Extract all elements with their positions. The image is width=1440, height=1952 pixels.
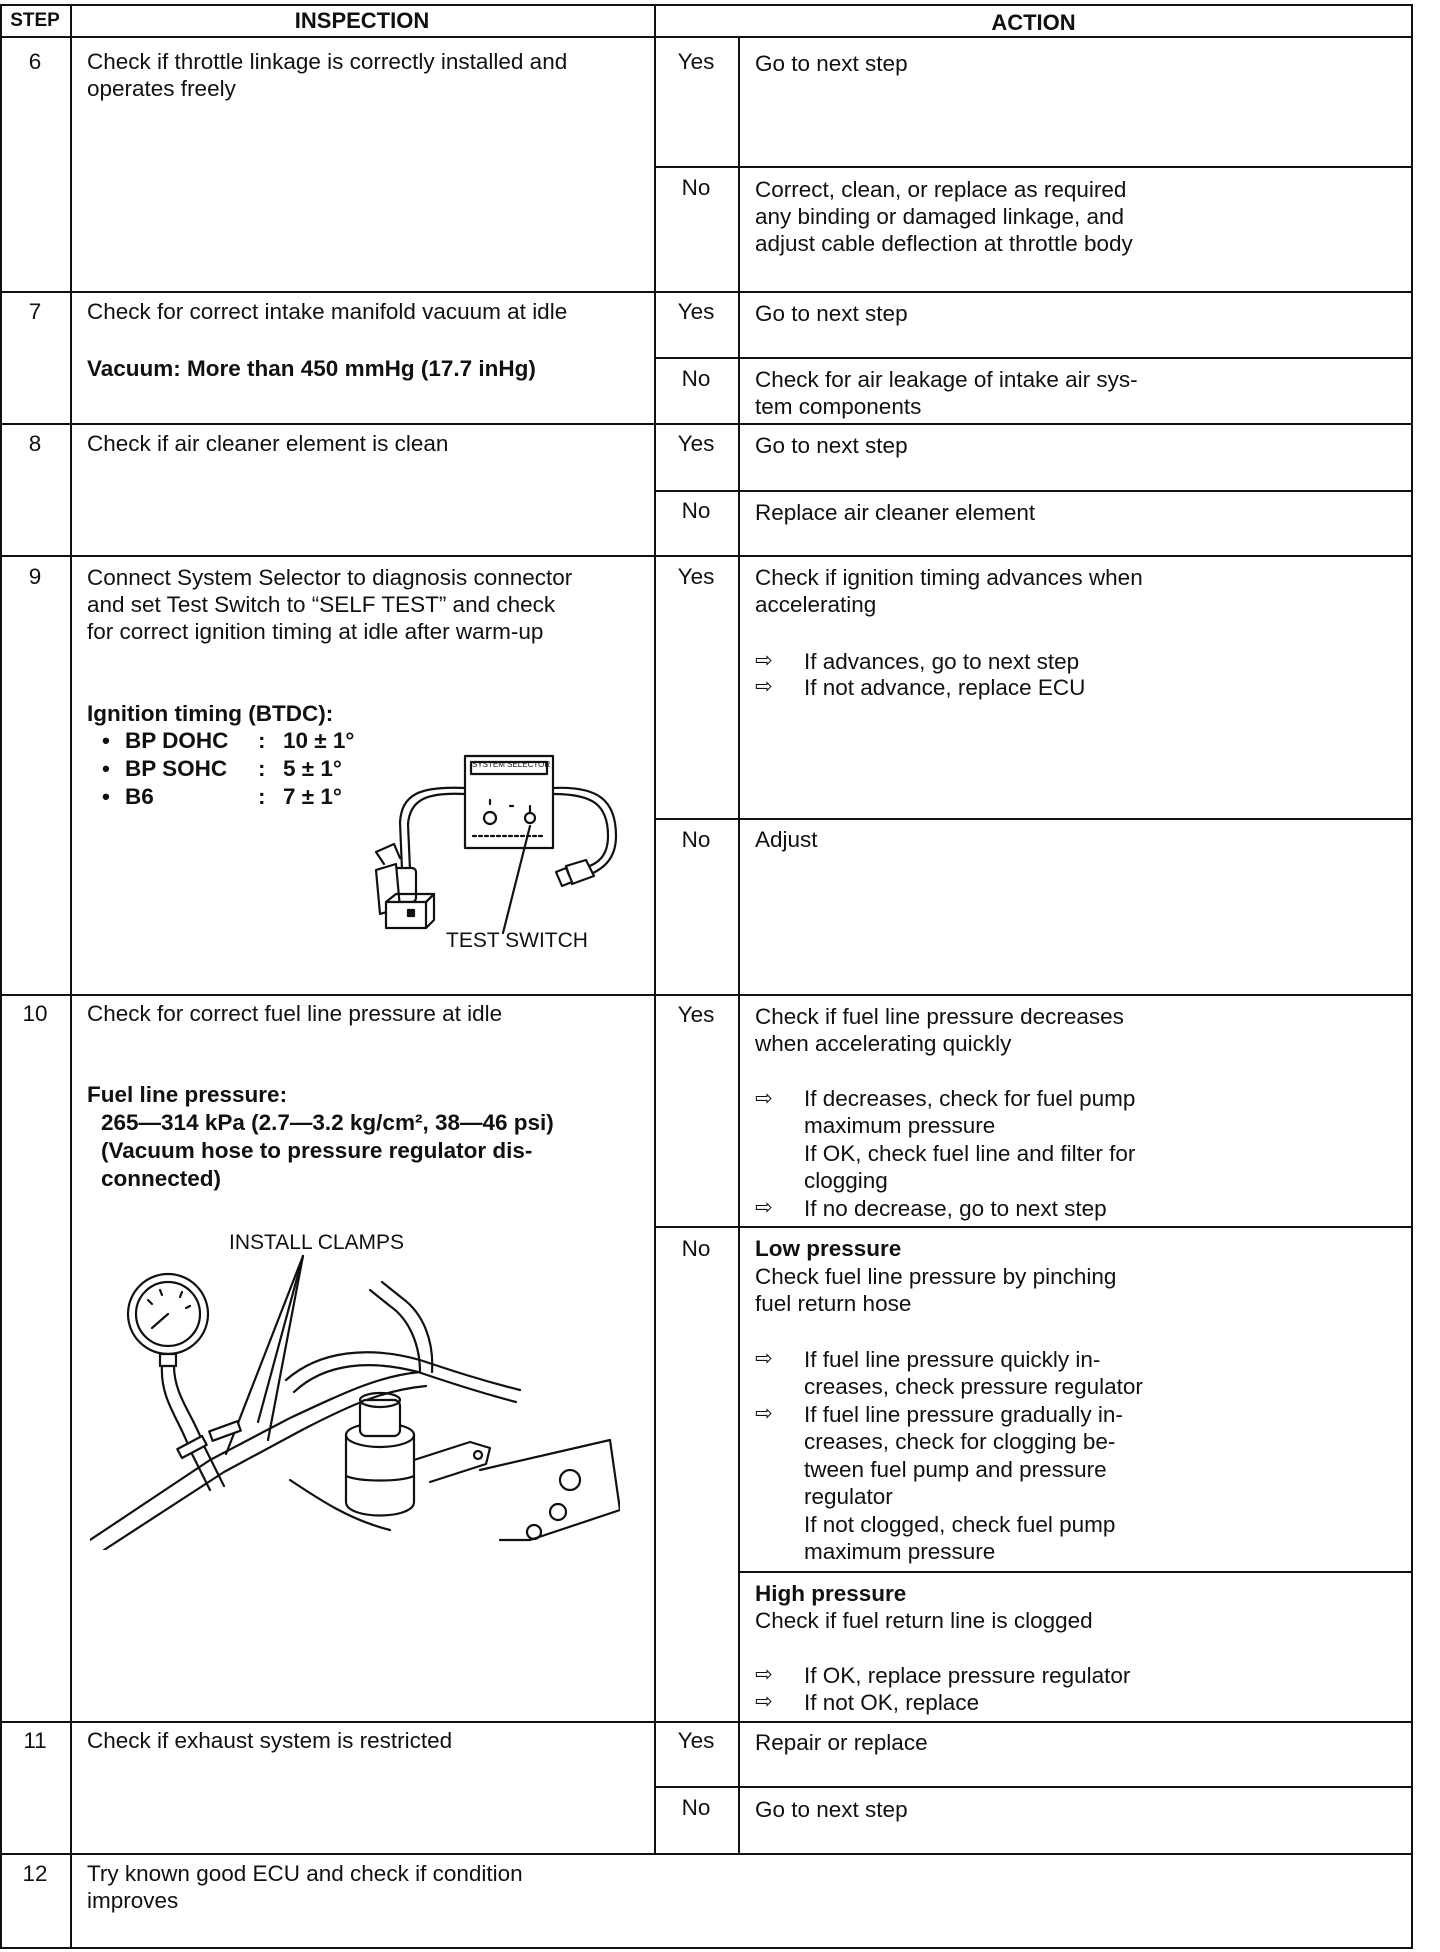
row-rule-6-7 [0,291,1413,293]
split-10-high [738,1571,1413,1573]
spec-value: 265—314 kPa (2.7—3.2 kg/cm², 38—46 psi) [101,1110,554,1135]
split-11 [654,1786,1413,1788]
action-bullet: If not OK, replace [804,1690,980,1715]
spec-value: Vacuum: More than 450 mmHg (17.7 inHg) [87,356,536,381]
action-text: Check for air leakage of intake air sys- [755,367,1138,392]
inspection-text: improves [87,1888,179,1913]
arrow-icon: ⇨ [755,1401,773,1425]
table-border-right [1411,4,1413,1949]
spec-value: 7 ± 1° [283,784,342,809]
action-bullet: If decreases, check for fuel pump [804,1086,1136,1111]
no-label: No [681,366,711,391]
action-text: Adjust [755,827,818,852]
yes-label: Yes [677,1002,715,1027]
action-bullet: clogging [804,1168,888,1193]
inspection-text: for correct ignition timing at idle after warm-up [87,619,544,644]
action-text: Go to next step [755,51,908,76]
action-text: Go to next step [755,301,908,326]
row-rule-7-8 [0,423,1413,425]
row-rule-11-12 [0,1853,1413,1855]
figure-label: INSTALL CLAMPS [229,1231,405,1254]
no-label: No [681,498,711,523]
split-10 [654,1226,1413,1228]
bullet-dot: • [102,784,110,809]
action-text: adjust cable deflection at throttle body [755,231,1133,256]
row-rule-8-9 [0,555,1413,557]
split-6 [654,166,1413,168]
inspection-text: Check for correct intake manifold vacuum at idle [87,299,568,324]
split-8 [654,490,1413,492]
inspection-text: Check for correct fuel line pressure at idle [87,1001,503,1026]
action-text: when accelerating quickly [755,1031,1012,1056]
spec-name: B6 [125,784,154,809]
arrow-icon: ⇨ [755,1195,773,1219]
action-bullet: If OK, check fuel line and filter for [804,1141,1136,1166]
step-number: 11 [23,1728,47,1753]
action-bullet: If fuel line pressure quickly in- [804,1347,1101,1372]
action-bullet: If fuel line pressure gradually in- [804,1402,1123,1427]
step-number: 10 [22,1001,48,1026]
action-bullet: maximum pressure [804,1539,996,1564]
yes-label: Yes [677,49,715,74]
fuel-pressure-gauge-illustration [90,1250,620,1550]
spec-separator: : [258,784,266,809]
arrow-icon: ⇨ [755,1086,773,1110]
spec-separator: : [258,728,266,753]
arrow-icon: ⇨ [755,1346,773,1370]
spec-title: Fuel line pressure: [87,1082,288,1107]
split-7 [654,357,1413,359]
action-bullet: creases, check for clogging be- [804,1429,1116,1454]
arrow-icon: ⇨ [755,674,773,698]
step-number: 9 [28,564,42,589]
table-border-left [0,4,2,1949]
spec-separator: : [258,756,266,781]
yes-label: Yes [677,299,715,324]
inspection-header: INSPECTION [294,8,430,33]
action-header: ACTION [991,10,1076,35]
spec-value: 5 ± 1° [283,756,342,781]
action-text: any binding or damaged linkage, and [755,204,1125,229]
action-text: Check if fuel line pressure decreases [755,1004,1124,1029]
spec-value: (Vacuum hose to pressure regulator dis- [101,1138,533,1163]
arrow-icon: ⇨ [755,1689,773,1713]
action-text: tem components [755,394,922,419]
action-bullet: If not clogged, check fuel pump [804,1512,1116,1537]
inspection-text: Try known good ECU and check if condition [87,1861,523,1886]
action-text: Check fuel line pressure by pinching [755,1264,1117,1289]
step-number: 8 [28,431,42,456]
row-rule-10-11 [0,1721,1413,1723]
arrow-icon: ⇨ [755,1662,773,1686]
yesno-column-rule [738,36,740,1855]
action-bullet: creases, check pressure regulator [804,1374,1143,1399]
yes-label: Yes [677,431,715,456]
inspection-text: Check if throttle linkage is correctly installed and [87,49,568,74]
bullet-dot: • [102,756,110,781]
action-bullet: regulator [804,1484,893,1509]
action-bullet: If advances, go to next step [804,649,1080,674]
figure-label: TEST SWITCH [446,929,588,952]
no-label: No [681,827,711,852]
spec-name: BP DOHC [125,728,229,753]
action-text: Check if ignition timing advances when [755,565,1143,590]
no-label: No [681,175,711,200]
step-column-rule [70,4,72,1949]
inspection-text: Check if exhaust system is restricted [87,1728,453,1753]
action-bullet: If no decrease, go to next step [804,1196,1107,1221]
action-bullet: tween fuel pump and pressure [804,1457,1107,1482]
step-number: 12 [22,1861,48,1886]
spec-title: Ignition timing (BTDC): [87,701,334,726]
action-bullet: maximum pressure [804,1113,996,1138]
action-text: Repair or replace [755,1730,928,1755]
step-header: STEP [10,10,60,31]
action-text: fuel return hose [755,1291,912,1316]
table-border-top [0,4,1413,6]
subheading: Low pressure [755,1236,902,1261]
action-bullet: If OK, replace pressure regulator [804,1663,1131,1688]
inspection-text: operates freely [87,76,236,101]
no-label: No [681,1236,711,1261]
action-bullet: If not advance, replace ECU [804,675,1086,700]
step-number: 6 [28,49,42,74]
action-text: Replace air cleaner element [755,500,1036,525]
action-text: Correct, clean, or replace as required [755,177,1127,202]
yes-label: Yes [677,564,715,589]
inspection-text: Check if air cleaner element is clean [87,431,449,456]
action-text: Go to next step [755,1797,908,1822]
bullet-dot: • [102,728,110,753]
spec-value: connected) [101,1166,222,1191]
inspection-text: Connect System Selector to diagnosis connector [87,565,573,590]
yes-label: Yes [677,1728,715,1753]
spec-value: 10 ± 1° [283,728,355,753]
subheading: High pressure [755,1581,907,1606]
action-text: Check if fuel return line is clogged [755,1608,1093,1633]
table-border-bottom [0,1947,1413,1949]
spec-name: BP SOHC [125,756,228,781]
arrow-icon: ⇨ [755,648,773,672]
action-text: accelerating [755,592,877,617]
inspection-text: and set Test Switch to “SELF TEST” and check [87,592,556,617]
action-text: Go to next step [755,433,908,458]
inspection-column-rule [654,4,656,1855]
no-label: No [681,1795,711,1820]
split-9 [654,818,1413,820]
row-rule-9-10 [0,994,1413,996]
system-selector-panel-text: SYSTEM SELECTOR [472,760,551,769]
step-number: 7 [28,299,42,324]
